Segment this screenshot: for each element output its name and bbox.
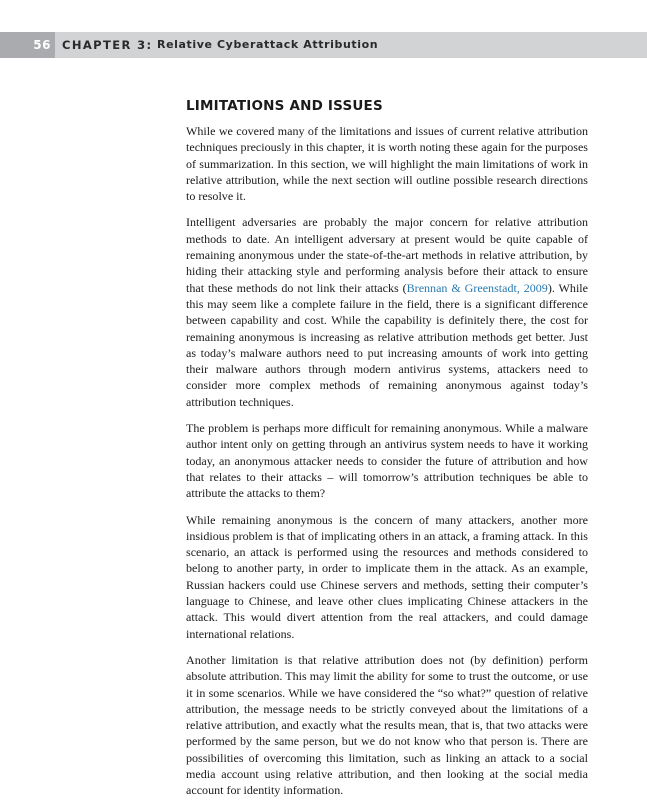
paragraph-3: The problem is perhaps more difficult for remaining anonymous. While a malware author intent only on getting through an antivirus system needs to have it working today, an anonymous attacker needs to consider the future of attribution and how that relates to their attacks – will tomorrow’s attribution techniques be able to attribute the attacks to them? <box>186 421 588 501</box>
paragraph-2-text-start: Intelligent adversaries are probably the major concern for relative attribution methods to date. An intelligent adversary at present would be quite capable of remaining anonymous under the state-of-the-art methods in relative attribution, by hiding their attacking style and performing analysis before their attack to ensure that these methods do not link their attacks ( <box>186 215 588 295</box>
citation-link[interactable]: Brennan & Greenstadt, 2009 <box>406 280 548 295</box>
running-header <box>0 32 647 58</box>
chapter-title: Relative Cyberattack Attribution <box>157 38 379 51</box>
page-number-box <box>0 32 55 58</box>
chapter-label: CHAPTER 3: <box>62 38 153 52</box>
page-body <box>186 97 588 809</box>
paragraph-1: While we covered many of the limitations and issues of current relative attribution techniques preciously in this chapter, it is worth noting these again for the purposes of summarization. In this section, we will highlight the main limitations of work in relative attribution, while the next section will outline possible research directions to resolve it. <box>186 124 588 204</box>
paragraph-2-text-end: ). While this may seem like a complete failure in the field, there is a significant difference between capability and cost. While the capability is definitely there, the cost for remaining anonymous is increasing as relative attribution methods get better. Just as today’s malware authors need to put increasing amounts of work into getting their malware authors through modern antivirus systems, attackers need to consider more complex methods of remaining anonymous against today’s attribution techniques. <box>186 280 588 409</box>
paragraph-2 <box>186 214 588 410</box>
paragraph-4: While remaining anonymous is the concern of many attackers, another more insidious problem is that of implicating others in an attack, a framing attack. In this scenario, an attack is performed using the resources and methods considered to belong to another party, in order to implicate them in the attack. As an example, Russian hackers could use Chinese servers and methods, setting their computer’s language to Chinese, and leave other clues implicating Chinese attackers in the attack. This would divert attention from the real attackers, and could damage international relations. <box>186 512 588 641</box>
paragraph-5: Another limitation is that relative attribution does not (by definition) perform absolute attribution. This may limit the ability for some to trust the outcome, or use it in some scenarios. While we have considered the “so what?” question of relative attribution, the message needs to be strictly conveyed about the limitations of a relative attribution, and exactly what the results mean, that is, that two attacks were performed by the same person, but we do not know who that person is. There are possibilities of overcoming this limitation, such as linking an attack to a social media account using relative attribution, and then looking at the social media account for identity information. <box>186 652 588 798</box>
page-number: 56 <box>33 38 51 52</box>
section-heading: LIMITATIONS AND ISSUES <box>186 98 383 114</box>
